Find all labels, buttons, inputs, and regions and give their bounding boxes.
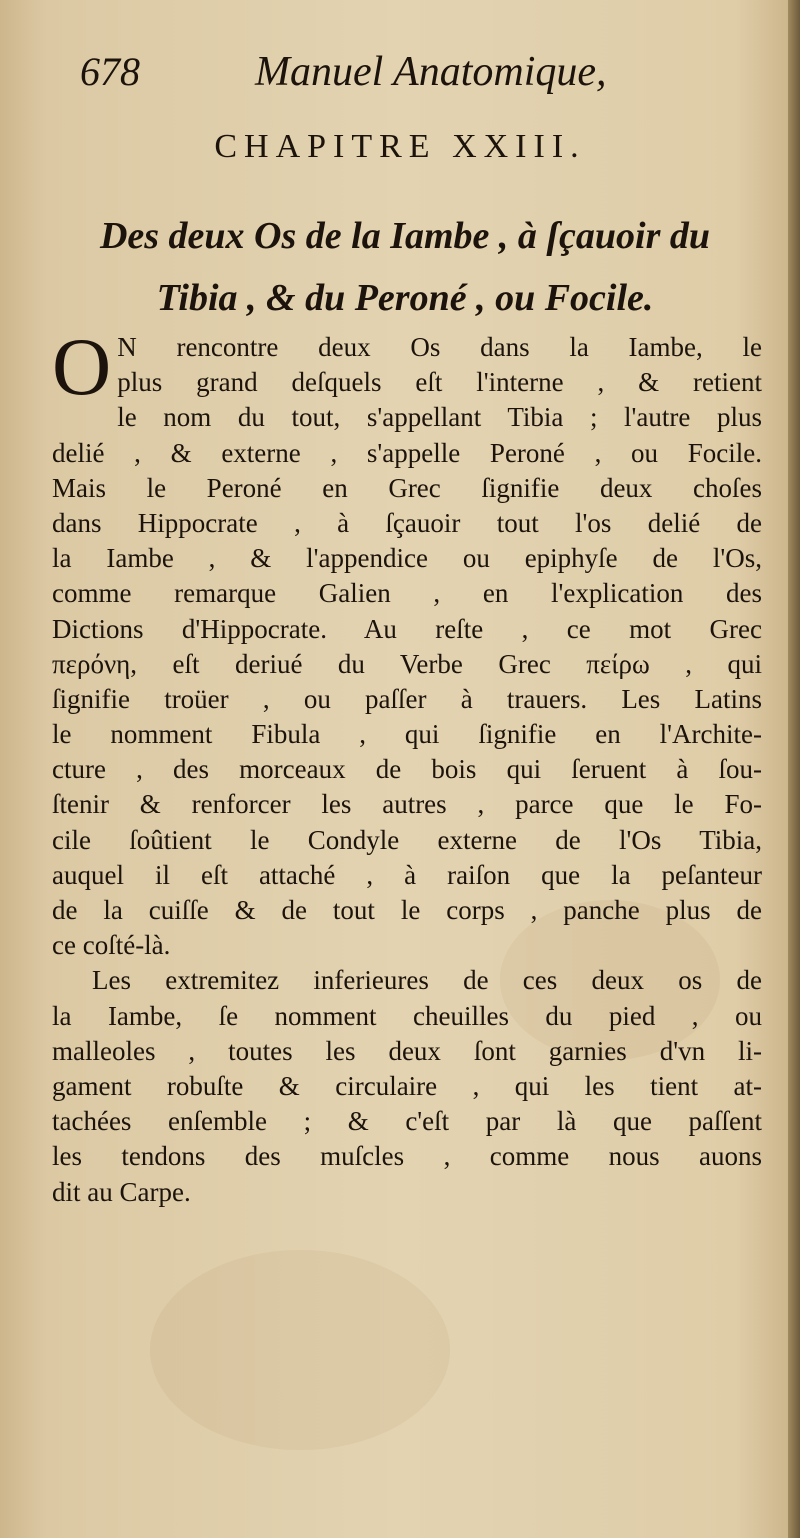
page-number: 678	[80, 49, 140, 94]
body-text	[52, 321, 762, 1210]
text-line: malleoles , toutes les deux ſont garnies d'vn li-	[52, 1035, 762, 1066]
page-edge	[788, 0, 800, 1538]
chapter-title-line: Tibia , & du Peroné , ou Focile.	[156, 277, 654, 319]
chapter-title	[40, 205, 770, 329]
text-line: delié , & externe , s'appelle Peroné , ou Focile.	[52, 437, 762, 468]
text-line: tachées enſemble ; & c'eſt par là que paſſent	[52, 1106, 762, 1137]
text-line: le nom du tout, s'appellant Tibia ; l'autre plus	[117, 402, 762, 433]
text-line: gament robuſte & circulaire , qui les tient at-	[52, 1070, 762, 1101]
running-title: Manuel Anatomique,	[255, 49, 607, 95]
text-line: auquel il eſt attaché , à raiſon que la peſanteur	[52, 859, 762, 890]
text-line: dans Hippocrate , à ſçauoir tout l'os delié de	[52, 507, 762, 538]
text-line: cile ſoûtient le Condyle externe de l'Os Tibia,	[52, 824, 762, 855]
text-line: ſtenir & renforcer les autres , parce que le Fo-	[52, 789, 762, 820]
text-line: les tendons des muſcles , comme nous auons	[52, 1141, 762, 1172]
text-line: περόνη, eſt deriué du Verbe Grec πείρω , qui	[52, 648, 762, 679]
text-line: de la cuiſſe & de tout le corps , panche plus de	[52, 895, 762, 925]
text-line: comme remarque Galien , en l'explication des	[52, 578, 762, 609]
text-line: Les extremitez inferieures de ces deux os de	[92, 965, 762, 996]
text-line: la Iambe, ſe nomment cheuilles du pied , ou	[52, 1000, 762, 1031]
text-line: ce coſté-là.	[52, 930, 171, 961]
chapter-heading: CHAPITRE XXIII.	[214, 128, 586, 165]
paper-stain	[150, 1250, 450, 1450]
text-line: Mais le Peroné en Grec ſignifie deux choſes	[52, 472, 762, 503]
text-line: la Iambe , & l'appendice ou epiphyſe de l'Os,	[52, 543, 762, 574]
text-line: Dictions d'Hippocrate. Au reſte , ce mot Grec	[52, 613, 762, 644]
text-line: dit au Carpe.	[52, 1176, 191, 1207]
running-header	[80, 40, 700, 110]
text-line: ſignifie troüer , ou paſſer à trauers. Les Latins	[52, 683, 762, 714]
text-line: N rencontre deux Os dans la Iambe, le	[117, 332, 762, 362]
text-line: cture , des morceaux de bois qui ſeruent à ſou-	[52, 754, 762, 785]
text-line: le nomment Fibula , qui ſignifie en l'Archite-	[52, 719, 762, 750]
drop-cap: O	[52, 321, 112, 412]
chapter-title-line: Des deux Os de la Iambe , à ſçauoir du	[99, 215, 711, 257]
text-line: plus grand deſquels eſt l'interne , & retient	[117, 367, 762, 398]
